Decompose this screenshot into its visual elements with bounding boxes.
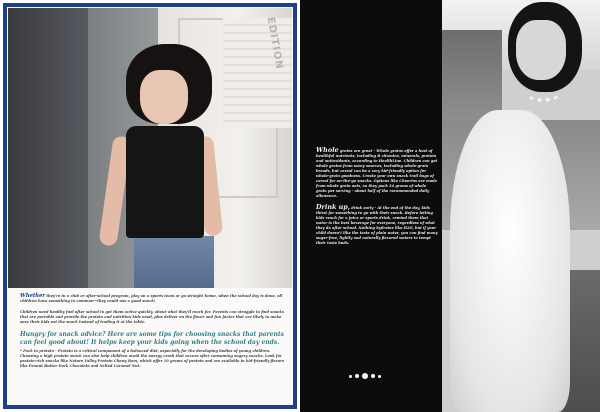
girl-photo-left <box>8 8 292 288</box>
right-page <box>300 0 600 412</box>
page-dot-4[interactable] <box>371 374 375 378</box>
paragraph-drink-up <box>316 205 438 246</box>
girl-face-right <box>516 20 566 80</box>
page-dot-5[interactable] <box>378 375 381 378</box>
white-dress <box>450 110 570 412</box>
intro-text: they're in a club or after-school program, play on a sports team or go straight home, when the school day is done, all children have something in common—they could use a good snack! <box>20 294 283 303</box>
intro-lead-word: Whether <box>20 293 46 299</box>
right-article-text <box>316 148 438 252</box>
drink-up-text: drink early - At the end of the day, kids thirst for something to go with their snack. Before letting kids reach for a juice or sports drink, remind them that water is the best beverage for everyone, regardless of what they do after school. Nothing hydrates like H2O, but if your child doesn't like the taste of plain water, you can find many sugar-free, lightly and naturally flavored waters to tempt their taste buds. <box>316 206 438 245</box>
girl-black-top <box>126 126 204 238</box>
pearl-necklace <box>526 84 560 102</box>
page-dot-3-current[interactable] <box>362 373 368 379</box>
page-dot-2[interactable] <box>355 374 359 378</box>
whole-grains-text: grains are great - Whole grains offer a host of healthful nutrients, including B vitamins, minerals, protein and antioxidants, according to HealthLine. Children can get whole grains from many sources, including whole-grain breads, but cereal can be a very kid-friendly option for whole-grain goodness. Create your own snack trail bags of cereal for on-the-go snacks. Options like Cheerios are made from whole grain oats, so they pack 24 grams of whole grain per serving - about half of the recommended daily allowance. <box>316 149 438 198</box>
girl-jeans <box>134 236 214 288</box>
left-article-text <box>20 294 286 375</box>
whole-lead-word: Whole <box>316 146 339 154</box>
page-indicator <box>349 373 381 379</box>
page-dot-1[interactable] <box>349 375 352 378</box>
poster <box>223 18 292 128</box>
poster-text: EDITION <box>264 16 285 71</box>
snack-advice-heading: Hungry for snack advice? Here are some tips for choosing snacks that parents can feel good about! It helps keep your kids going when the school day ends. <box>20 331 284 346</box>
trees <box>442 30 502 120</box>
intro-paragraph <box>20 294 286 304</box>
dark-wall <box>8 8 88 288</box>
girl-photo-right <box>442 0 600 412</box>
paragraph-protein: * Pack in protein - Protein is a critical component of a balanced diet, especially for the developing bodies of young children. Choosing a high protein snack can also help children avoid the energy crash that occurs after consuming sugary snacks. Look for protein-rich snacks like Nature Valley Protein Chewy Bars, which offer 10 grams of protein and are available in kid-friendly flavors like Peanut Butter Dark Chocolate and Salted Caramel Nut. <box>20 349 285 368</box>
paragraph-2: Children need healthy fuel after school to get them active quickly, about what they'll reach for. Parents can struggle to find snacks that are portable and provide the protein and nutrition kids need, plus deliver on the flavor and fun factor that are likely to make sure their kids eat the snack instead of trading it at the table. <box>20 310 284 324</box>
girl-face <box>140 70 188 124</box>
paragraph-whole-grains <box>316 148 438 199</box>
drink-lead-word: Drink up, <box>316 203 350 211</box>
